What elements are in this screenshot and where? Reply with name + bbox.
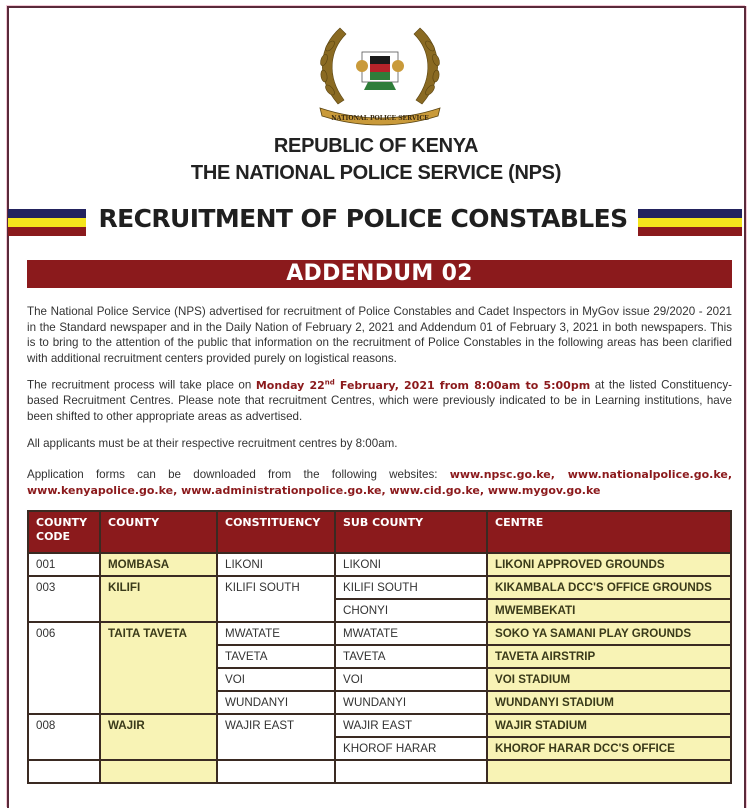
county-code-cell: 003	[28, 576, 100, 622]
centre-cell: WUNDANYI STADIUM	[487, 691, 731, 714]
sub-county-cell: VOI	[335, 668, 487, 691]
heading-republic: REPUBLIC OF KENYA	[273, 135, 479, 157]
page-title: RECRUITMENT OF POLICE CONSTABLES	[98, 204, 628, 233]
table-header-row	[28, 511, 731, 553]
table-row	[28, 714, 731, 737]
centre-cell: LIKONI APPROVED GROUNDS	[487, 553, 731, 576]
table-row	[28, 576, 731, 599]
constituency-cell: KILIFI SOUTH	[217, 576, 335, 622]
addendum-banner	[27, 260, 732, 288]
centre-cell: SOKO YA SAMANI PLAY GROUNDS	[487, 622, 731, 645]
table-row	[28, 622, 731, 645]
county-code-cell: 008	[28, 714, 100, 760]
download-text: Application forms can be downloaded from the following websites:	[27, 468, 450, 481]
centre-cell: WAJIR STADIUM	[487, 714, 731, 737]
svg-text:NATIONAL POLICE SERVICE: NATIONAL POLICE SERVICE	[331, 115, 429, 122]
arrival-notice: All applicants must be at their respective recruitment centres by 8:00am.	[27, 437, 398, 450]
county-code-cell: 001	[28, 553, 100, 576]
county-cell	[100, 760, 217, 783]
schedule-time: February, 2021 from 8:00am to 5:00pm	[334, 378, 591, 392]
county-cell: TAITA TAVETA	[100, 622, 217, 714]
constituency-cell	[217, 760, 335, 783]
addendum-label: ADDENDUM 02	[286, 261, 473, 286]
sub-county-cell: TAVETA	[335, 645, 487, 668]
sub-county-cell	[335, 760, 487, 783]
flag-stripes-left	[8, 209, 86, 236]
constituency-cell: MWATATE	[217, 622, 335, 645]
schedule-paragraph	[27, 375, 732, 424]
table-row	[28, 553, 731, 576]
header-centre: CENTRE	[487, 511, 731, 553]
sub-county-cell: KILIFI SOUTH	[335, 576, 487, 599]
schedule-text-tail: at the listed Constituency-based Recruitment Centres. Please note that recruitment Centres, which were previously indicated to be in Learning institutions, have been shifted to other appropriate areas as advertised.	[27, 378, 732, 423]
county-cell: KILIFI	[100, 576, 217, 622]
schedule-date-highlight	[256, 379, 590, 392]
county-code-cell: 006	[28, 622, 100, 714]
county-cell: WAJIR	[100, 714, 217, 760]
sub-county-cell: CHONYI	[335, 599, 487, 622]
constituency-cell: VOI	[217, 668, 335, 691]
centre-cell: KHOROF HARAR DCC'S OFFICE	[487, 737, 731, 760]
constituency-cell: LIKONI	[217, 553, 335, 576]
constituency-cell: WUNDANYI	[217, 691, 335, 714]
website-links[interactable]: www.npsc.go.ke, www.nationalpolice.go.ke, www.kenyapolice.go.ke, www.administrationpolice.go.ke, www.cid.go.ke, www.mygov.go.ke	[27, 468, 732, 497]
national-police-service-emblem-icon	[300, 16, 460, 128]
schedule-day-suffix: nd	[324, 378, 335, 386]
sub-county-cell: WAJIR EAST	[335, 714, 487, 737]
sub-county-cell: KHOROF HARAR	[335, 737, 487, 760]
centre-cell: TAVETA AIRSTRIP	[487, 645, 731, 668]
centre-cell	[487, 760, 731, 783]
schedule-day: Monday 22	[255, 378, 325, 392]
constituency-cell: TAVETA	[217, 645, 335, 668]
header-constituency: CONSTITUENCY	[217, 511, 335, 553]
sub-county-cell: WUNDANYI	[335, 691, 487, 714]
constituency-cell: WAJIR EAST	[217, 714, 335, 760]
heading-service: THE NATIONAL POLICE SERVICE (NPS)	[190, 162, 562, 184]
county-cell: MOMBASA	[100, 553, 217, 576]
sub-county-cell: MWATATE	[335, 622, 487, 645]
schedule-text-lead: The recruitment process will take place on	[27, 378, 256, 392]
sub-county-cell: LIKONI	[335, 553, 487, 576]
centre-cell: KIKAMBALA DCC'S OFFICE GROUNDS	[487, 576, 731, 599]
county-code-cell	[28, 760, 100, 783]
header-sub-county: SUB COUNTY	[335, 511, 487, 553]
header-county-code: COUNTY CODE	[28, 511, 100, 553]
download-paragraph	[27, 467, 732, 498]
centre-cell: VOI STADIUM	[487, 668, 731, 691]
header-county: COUNTY	[100, 511, 217, 553]
centre-cell: MWEMBEKATI	[487, 599, 731, 622]
intro-paragraph: The National Police Service (NPS) advertised for recruitment of Police Constables and Cadet Inspectors in MyGov issue 29/2020 - 2021 in the Standard newspaper and in the Daily Nation of February 2, 2021 and Addendum 01 of February 3, 2021 in both newspapers. This is to bring to the attention of the public that information on the recruitment of Police Constables in the following areas has been clarified with additional recruitment centers provided purely on logistical reasons.	[27, 305, 732, 365]
flag-stripes-right	[638, 209, 742, 236]
recruitment-centres-table	[27, 510, 732, 784]
table-row	[28, 760, 731, 783]
